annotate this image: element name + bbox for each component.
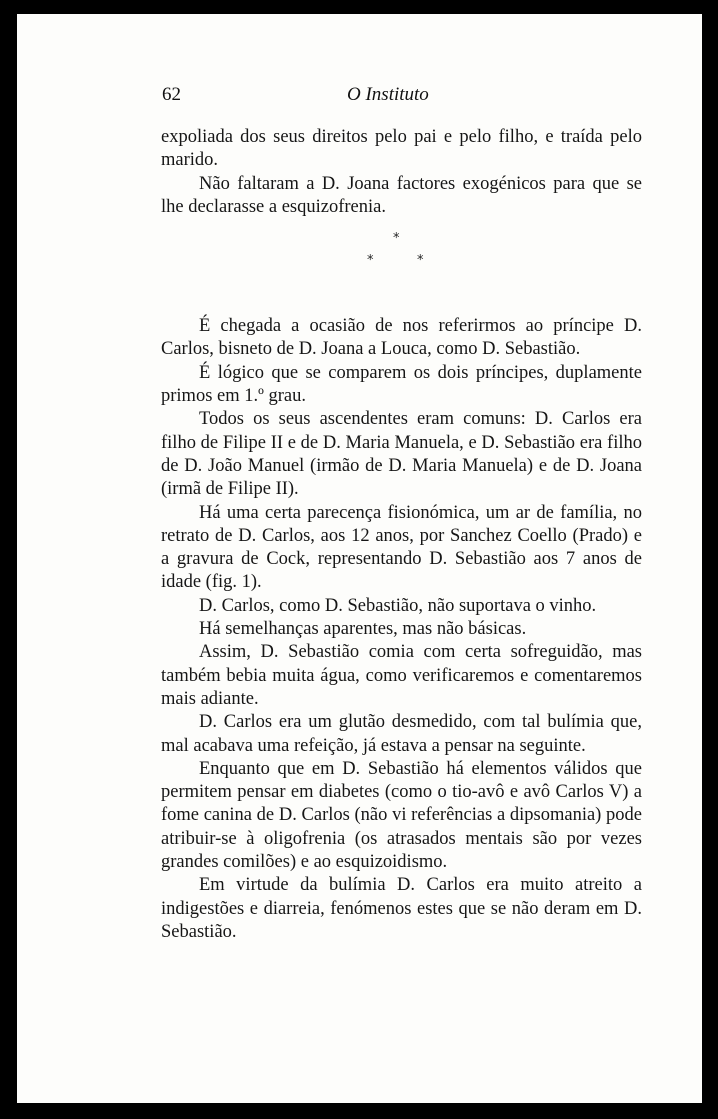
running-title: O Instituto [347,84,429,105]
paragraph: É chegada a ocasião de nos referirmos ao príncipe D. Carlos, bisneto de D. Joana a Louca, como D. Sebastião. [161,316,642,360]
paragraph: É lógico que se comparem os dois príncipes, duplamente primos em 1.º grau. [161,362,642,407]
paragraph: Enquanto que em D. Sebastião há elementos válidos que permitem pensar em diabetes (como o tio-avô e avô Carlos V) a fome canina de D. Carlos (não vi referências a dipsomania) pode atribuir-se à oligofrenia (os atrasados mentais são por vezes grandes comilões) e ao esquizoidismo. [161,758,642,873]
paragraph: D. Carlos, como D. Sebastião, não suportava o vinho. [199,595,597,616]
paragraph: Assim, D. Sebastião comia com certa sofreguidão, mas também bebia muita água, como verificaremos e comentaremos mais adiante. [161,642,642,709]
asterisk: * [417,253,424,269]
page-number: 62 [162,84,181,105]
paragraph: Em virtude da bulímia D. Carlos era muito atreito a indigestões e diarreia, fenómenos estes que se não deram em D. Sebastião. [161,875,642,942]
body-text [161,126,642,944]
section-break-asterism [161,219,642,315]
paragraph: Há semelhanças aparentes, mas não básicas. [199,619,527,640]
paragraph: D. Carlos era um glutão desmedido, com tal bulímia que, mal acabava uma refeição, já estava a pensar na seguinte. [161,712,642,756]
asterisk: * [393,231,400,247]
paragraph: expoliada dos seus direitos pelo pai e pelo filho, e traída pelo marido. [161,127,642,171]
book-page [17,14,702,1103]
paragraph: Não faltaram a D. Joana factores exogénicos para que se lhe declarasse a esquizofrenia. [161,173,642,217]
page-header [17,84,702,114]
paragraph: Há uma certa parecença fisionómica, um ar de família, no retrato de D. Carlos, aos 12 anos, por Sanchez Coello (Prado) e a gravura de Cock, representando D. Sebastião aos 7 anos de idade (fig. 1). [161,502,642,593]
paragraph: Todos os seus ascendentes eram comuns: D. Carlos era filho de Filipe II e de D. Maria Manuela, e D. Sebastião era filho de D. João Manuel (irmão de D. Maria Manuela) e de D. Joana (irmã de Filipe II). [161,409,642,500]
asterisk: * [367,253,374,269]
